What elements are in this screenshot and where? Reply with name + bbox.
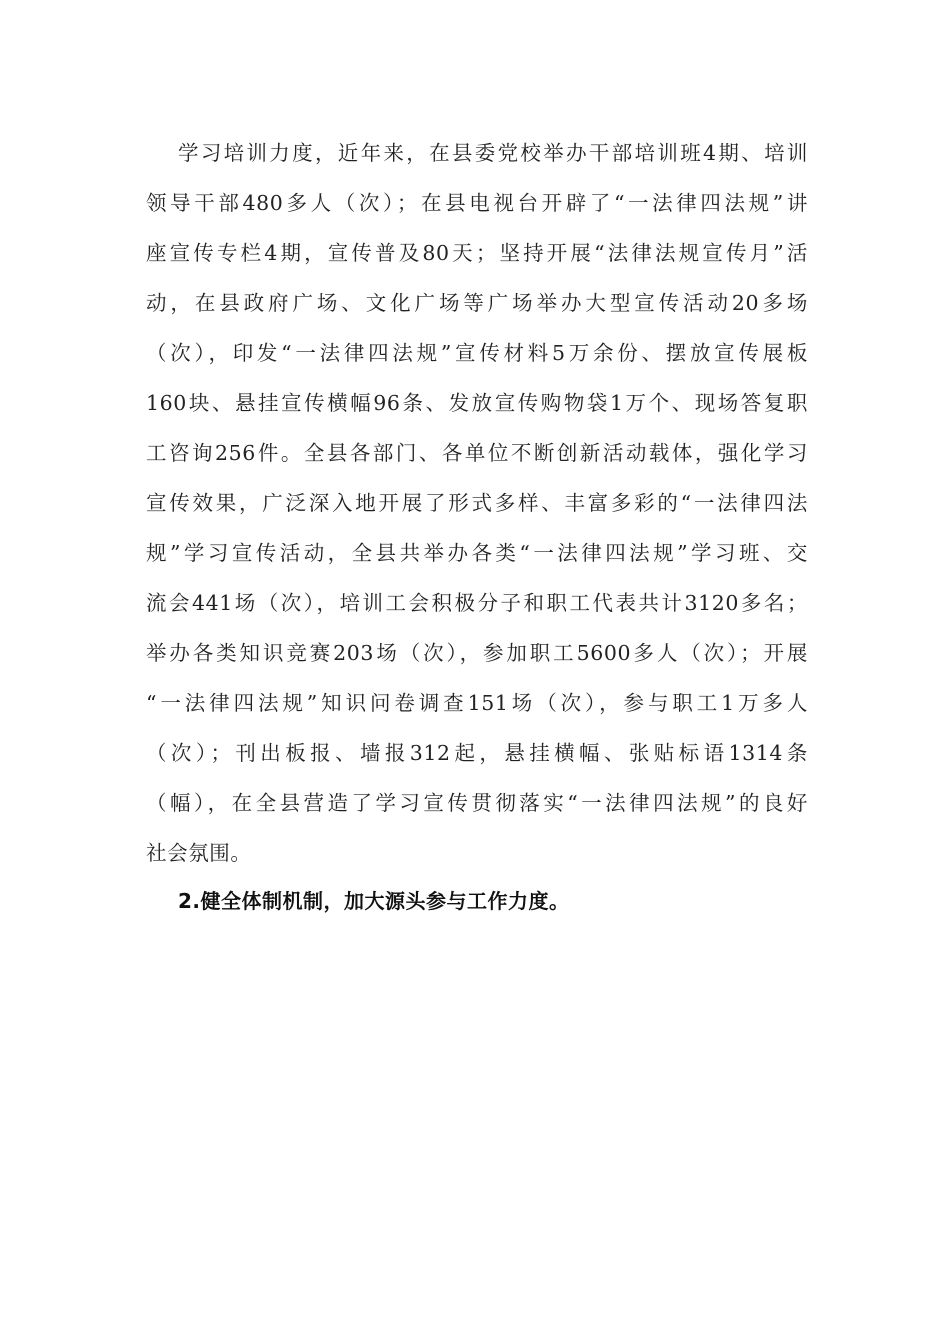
paragraph-line: 流会441场（次），培训工会积极分子和职工代表共计3120多名； (146, 591, 808, 615)
paragraph-line: 宣传效果，广泛深入地开展了形式多样、丰富多彩的“一法律四法 (146, 491, 808, 515)
paragraph-line: “一法律四法规”知识问卷调查151场（次），参与职工1万多人 (146, 691, 808, 715)
paragraph-line: （次）；刊出板报、墙报312起，悬挂横幅、张贴标语1314条 (146, 741, 808, 765)
body-paragraph (146, 128, 808, 878)
section-heading: 2.健全体制机制，加大源头参与工作力度。 (178, 889, 570, 913)
paragraph-line: 举办各类知识竞赛203场（次），参加职工5600多人（次）；开展 (146, 641, 808, 665)
paragraph-line: 领导干部480多人（次）；在县电视台开辟了“一法律四法规”讲 (146, 191, 808, 215)
paragraph-line: 160块、悬挂宣传横幅96条、发放宣传购物袋1万个、现场答复职 (146, 391, 808, 415)
paragraph-line: 规”学习宣传活动，全县共举办各类“一法律四法规”学习班、交 (146, 541, 808, 565)
paragraph-line: 动，在县政府广场、文化广场等广场举办大型宣传活动20多场 (146, 291, 808, 315)
paragraph-line: 社会氛围。 (146, 841, 252, 865)
paragraph-line: 工咨询256件。全县各部门、各单位不断创新活动载体，强化学习 (146, 441, 808, 465)
paragraph-line: （次），印发“一法律四法规”宣传材料5万余份、摆放宣传展板 (146, 341, 808, 365)
paragraph-line: 座宣传专栏4期，宣传普及80天；坚持开展“法律法规宣传月”活 (146, 241, 808, 265)
paragraph-line: （幅），在全县营造了学习宣传贯彻落实“一法律四法规”的良好 (146, 791, 808, 815)
paragraph-line: 学习培训力度，近年来，在县委党校举办干部培训班4期、培训 (178, 141, 808, 165)
